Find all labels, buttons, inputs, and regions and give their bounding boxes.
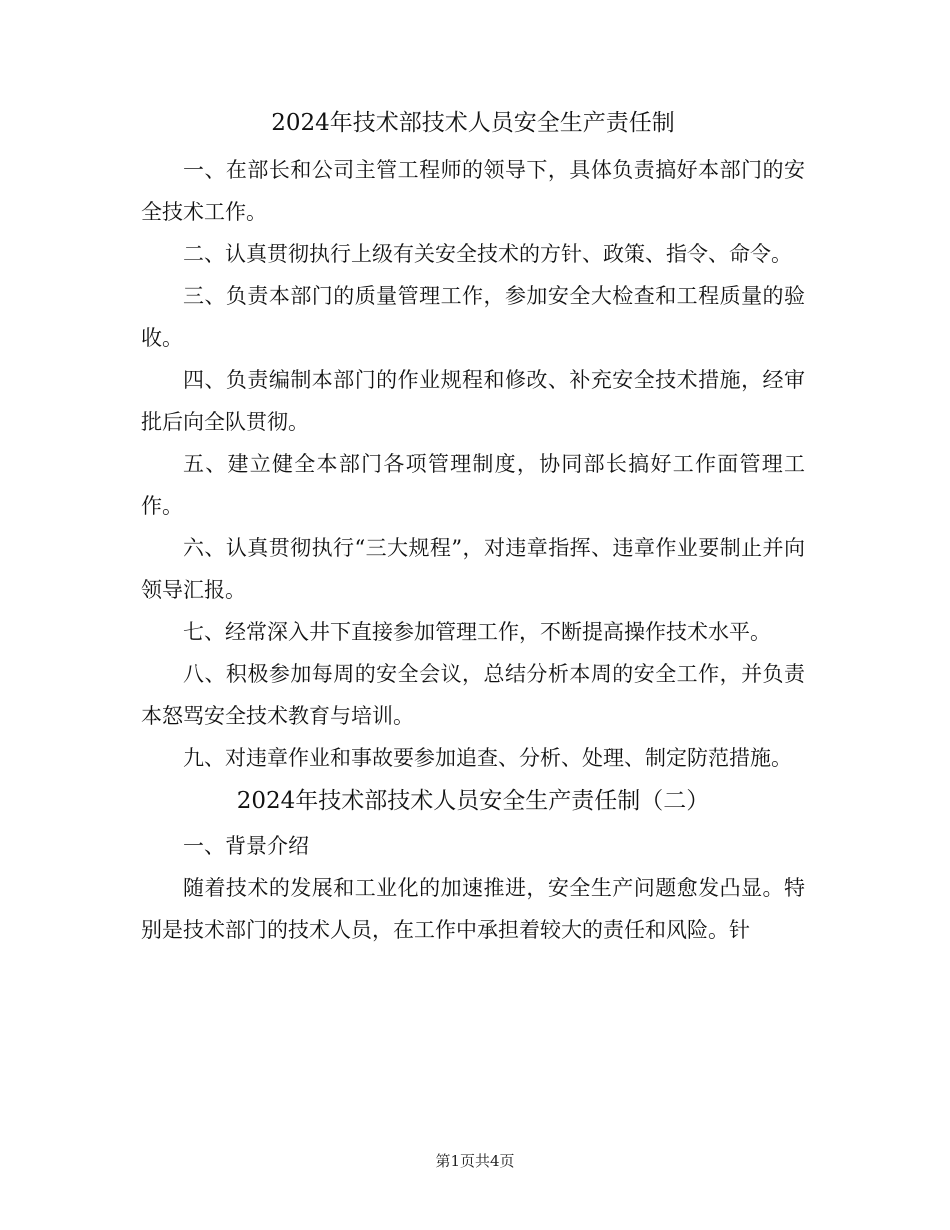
responsibility-item-1: 一、在部长和公司主管工程师的领导下，具体负责搞好本部门的安全技术工作。 bbox=[141, 158, 805, 224]
responsibility-item-3: 三、负责本部门的质量管理工作，参加安全大检查和工程质量的验收。 bbox=[141, 284, 805, 350]
responsibility-item-6: 六、认真贯彻执行“三大规程”，对违章指挥、违章作业要制止并向领导汇报。 bbox=[141, 536, 805, 602]
responsibility-item-8: 八、积极参加每周的安全会议，总结分析本周的安全工作，并负责本怒骂安全技术教育与培训。 bbox=[141, 662, 805, 728]
section-heading: 一、背景介绍 bbox=[183, 834, 309, 858]
responsibility-item-9: 九、对违章作业和事故要参加追查、分析、处理、制定防范措施。 bbox=[183, 746, 792, 770]
responsibility-item-7: 七、经常深入井下直接参加管理工作，不断提高操作技术水平。 bbox=[183, 620, 771, 644]
document-body bbox=[141, 103, 805, 951]
responsibility-item-4: 四、负责编制本部门的作业规程和修改、补充安全技术措施，经审批后向全队贯彻。 bbox=[141, 368, 805, 434]
second-document-title: 2024年技术部技术人员安全生产责任制（二） bbox=[236, 788, 710, 814]
responsibility-item-5: 五、建立健全本部门各项管理制度，协同部长搞好工作面管理工作。 bbox=[141, 452, 805, 518]
responsibility-item-2: 二、认真贯彻执行上级有关安全技术的方针、政策、指令、命令。 bbox=[183, 242, 792, 266]
intro-paragraph: 随着技术的发展和工业化的加速推进，安全生产问题愈发凸显。特别是技术部门的技术人员，在工作中承担着较大的责任和风险。针 bbox=[141, 876, 805, 942]
document-title: 2024年技术部技术人员安全生产责任制 bbox=[271, 110, 675, 136]
page-number: 第1页共4页 bbox=[435, 1152, 515, 1170]
